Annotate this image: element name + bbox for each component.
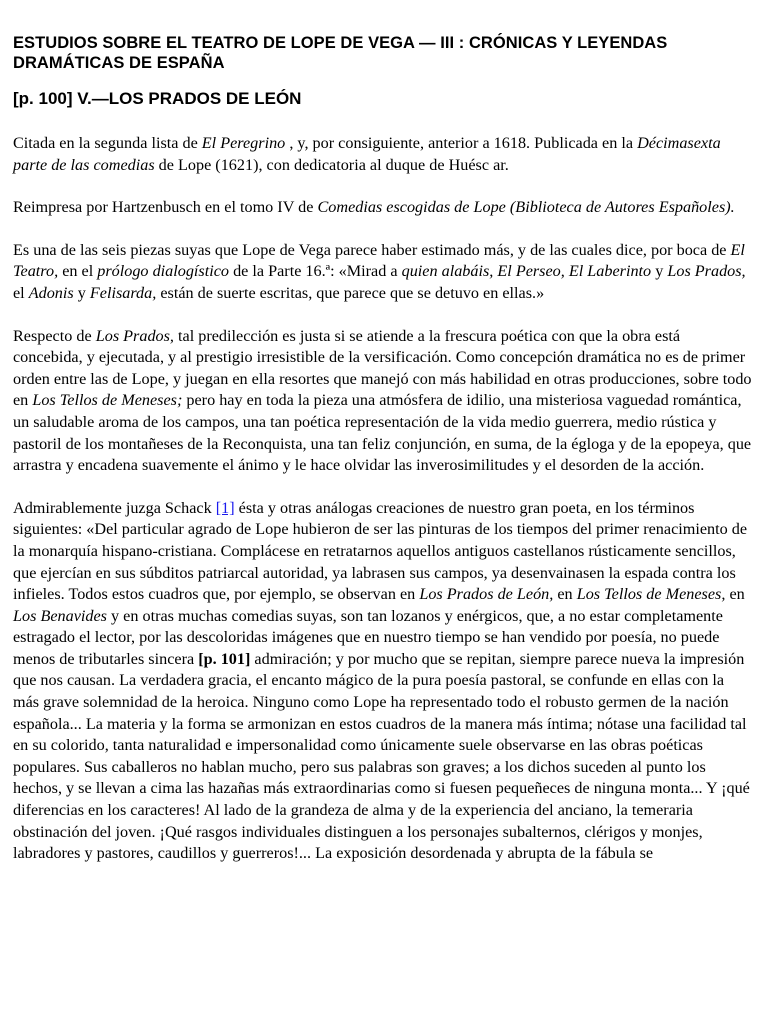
work-title: El Teatro, xyxy=(13,240,745,281)
work-title: Felisarda, xyxy=(89,283,157,302)
work-title: prólogo dialogístico xyxy=(97,262,230,281)
work-title: Comedias escogidas de Lope (Biblioteca de Autores Españoles). xyxy=(317,198,735,217)
work-title: El Peregrino xyxy=(201,134,286,152)
paragraph-schack-quote: Admirablemente juzga Schack [1] ésta y otras análogas creaciones de nuestro gran poeta, en los términos siguientes: «Del particular agrado de Lope hubieron de ser las pinturas de los tiempos del primer renacimiento de la monarquía hispano-cristiana. Complácese en retratarnos aquellos antiguos castellanos rústicamente sencillos, que ejercían en sus súbditos patriarcal autoridad, ya labrasen sus campos, ya desenvainasen la espada contra los infieles. Todos estos cuadros que, por ejemplo, se observan en Los Prados de León, en Los Tellos de Meneses, en Los Benavides y en otras muchas comedias suyas, son tan lozanos y enérgicos, que, a no estar completamente estragado el lector, por las descoloridas imágenes que en nuestro tiempo se han vendido por poesía, no puede menos de tributarles sincera [p. 101] admiración; y por mucho que se repitan, siempre parece nueva la impresión que nos causan. La verdadera gracia, el encanto mágico de la pura poesía pastoral, se confunde en ellas con la más grave solemnidad de la heroica. Ninguno como Lope ha representado todo el robusto germen de la nación española... La materia y la forma se armonizan en estos cuadros de la manera más íntima; nótase una facilidad tal en su colorido, tanta naturalidad e impersonalidad como únicamente suele observarse en las obras poéticas populares. Sus caballeros no hablan mucho, pero sus palabras son graves; a los dichos suceden al punto los hechos, y se llevan a cima las hazañas más extraordinarias como si fuesen pequeñeces de ninguna monta... Y ¡qué diferencias en los caracteres! Al lado de la grandeza de alma y de la experiencia del anciano, la temeraria obstinación del joven. ¡Qué rasgos individuales distinguen a los personajes subalternos, clérigos y monjes, labradores y pastores, caudillos y guerreros!... La exposición desordenada y abrupta de la fábula se xyxy=(13,498,750,863)
section-heading xyxy=(13,88,753,110)
paragraph-predilection: Respecto de Los Prados, tal predilección es justa si se atiende a la frescura poética con que la obra está concebida, y ejecutada, y al prestigio irresistible de la versificación. Como concepción dramática no es de primer orden entre las de Lope, y juegan en ella resortes que manejó con más habilidad en otras producciones, sobre todo en Los Tellos de Meneses; pero hay en toda la pieza una atmósfera de idilio, una misteriosa vaguedad romántica, un saludable aroma de los campos, una tan poética representación de la vida medio guerrera, medio rústica y pastoril de los montañeses de la Reconquista, una tan feliz conjunción, en suma, de la égloga y de la epopeya, que arrastra y encadena suavemente el ánimo y le hace olvidar las inverosimilitudes y el desorden de la acción. xyxy=(13,326,752,475)
paragraph-reprint: Reimpresa por Hartzenbusch en el tomo IV de Comedias escogidas de Lope (Biblioteca de Autores Españoles). xyxy=(13,198,735,217)
document-title: ESTUDIOS SOBRE EL TEATRO DE LOPE DE VEGA — III : CRÓNICAS Y LEYENDAS DRAMÁTICAS DE ESPAÑA xyxy=(13,34,668,72)
work-title: Los Prados, xyxy=(95,326,174,345)
page-marker: [p. 101] xyxy=(198,649,251,668)
work-title: Los Prados de León, xyxy=(419,585,554,604)
work-title: Los Prados, xyxy=(667,262,746,281)
work-title: Adonis xyxy=(28,283,74,302)
section-title: V.—LOS PRADOS DE LEÓN xyxy=(72,89,302,108)
document-page xyxy=(13,33,753,886)
work-title: Los Tellos de Meneses, xyxy=(576,585,726,604)
work-title: Los Benavides xyxy=(13,606,107,625)
work-title: quien alabáis, El Perseo, El Laberinto xyxy=(401,262,652,281)
footnote-link[interactable]: [1] xyxy=(215,498,235,517)
page-marker: [p. 100] xyxy=(13,89,73,108)
paragraph-estimation: Es una de las seis piezas suyas que Lope de Vega parece haber estimado más, y de las cuales dice, por boca de El Teatro, en el prólogo dialogístico de la Parte 16.ª: «Mirad a quien alabáis, El Perseo, El Laberinto y Los Prados, el Adonis y Felisarda, están de suerte escritas, que parece que se detuvo en ellas.» xyxy=(13,240,746,302)
paragraph-publication: Citada en la segunda lista de El Peregrino , y, por consiguiente, anterior a 1618. Publicada en la Décimasexta parte de las comedias de Lope (1621), con dedicatoria al duque de Huésc ar. xyxy=(13,134,721,174)
work-title: Los Tellos de Meneses; xyxy=(32,391,183,410)
work-title: Décimasexta parte de las comedias xyxy=(13,134,721,174)
